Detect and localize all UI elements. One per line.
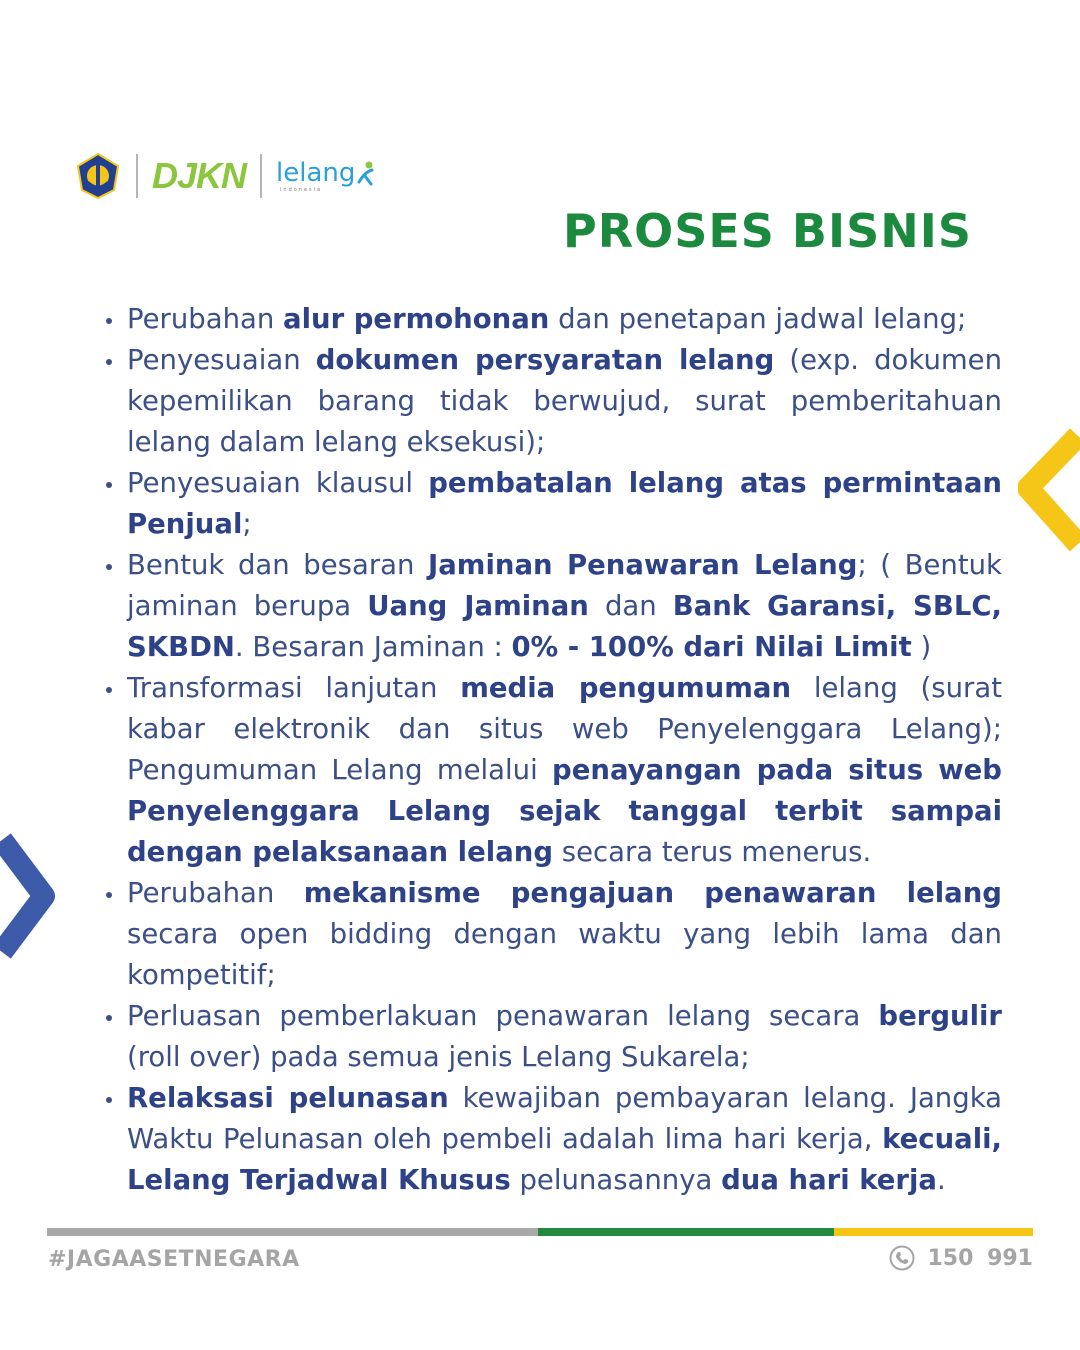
bullet-bold-text: mekanisme pengajuan penawaran lelang xyxy=(303,877,1002,909)
logo-separator xyxy=(260,154,262,198)
phone-icon xyxy=(889,1245,915,1271)
bullet-item xyxy=(102,340,1002,463)
bullet-text: lelang (surat kabar elektronik dan situs web Penyelenggara Lelang); Pengumuman Lelang melalui xyxy=(127,672,1002,786)
lelang-logo-text: lelang xyxy=(276,157,356,188)
footer-color-bar xyxy=(47,1228,1033,1236)
bullet-text: kewajiban pembayaran lelang. Jangka Waktu Pelunasan oleh pembeli adalah lima hari kerja, xyxy=(127,1082,1002,1155)
bullet-text: Perubahan xyxy=(127,303,284,335)
bullet-bold-text: Uang Jaminan xyxy=(367,590,589,622)
bullet-bold-text: penayangan pada situs web Penyelenggara Lelang sejak tanggal terbit sampai dengan pelaksanaan lelang xyxy=(127,754,1002,868)
page-title: PROSES BISNIS xyxy=(563,204,972,258)
yellow-chevron-decoration xyxy=(1018,426,1080,556)
bullet-bold-text: Bank Garansi, SBLC, SKBDN xyxy=(127,590,1002,663)
bullet-bold-text: media pengumuman xyxy=(460,672,792,704)
bullet-bold-text: kecuali, Lelang Terjadwal Khusus xyxy=(127,1123,1002,1196)
kemenkeu-emblem-icon xyxy=(74,152,122,200)
bullet-bold-text: 0% - 100% dari Nilai Limit xyxy=(511,631,912,663)
bullet-text: ; xyxy=(242,508,252,540)
hotline-number: 150 991 xyxy=(927,1245,1033,1271)
bullet-text: secara open bidding dengan waktu yang lebih lama dan kompetitif; xyxy=(127,918,1002,991)
bullet-item xyxy=(102,1078,1002,1201)
bullet-bold-text: Relaksasi pelunasan xyxy=(127,1082,449,1114)
bullet-text: . xyxy=(936,1164,946,1196)
bullet-item xyxy=(102,545,1002,668)
bullet-item xyxy=(102,299,1002,340)
hashtag-text: #JAGAASETNEGARA xyxy=(48,1247,300,1272)
lelang-logo-subtext: indonesia xyxy=(280,186,323,193)
bullet-bold-text: alur permohonan xyxy=(283,303,550,335)
bullet-text: Penyesuaian xyxy=(127,344,316,376)
bullet-item xyxy=(102,668,1002,873)
bullet-item xyxy=(102,463,1002,545)
bullet-text: pelunasannya xyxy=(510,1164,722,1196)
header-logos xyxy=(74,150,375,202)
bullet-bold-text: dokumen persyaratan lelang xyxy=(315,344,775,376)
bullet-item xyxy=(102,873,1002,996)
bullet-text: (exp. dokumen kepemilikan barang tidak berwujud, surat pemberitahuan lelang dalam lelang eksekusi); xyxy=(127,344,1003,458)
bullet-text: dan penetapan jadwal lelang; xyxy=(549,303,967,335)
bullet-text: Perluasan pemberlakuan penawaran lelang secara xyxy=(127,1000,879,1032)
bullet-text: Perubahan xyxy=(127,877,304,909)
bullet-text: Bentuk dan besaran xyxy=(127,549,428,581)
bullet-text: Transformasi lanjutan xyxy=(127,672,461,704)
bullet-text: ) xyxy=(911,631,932,663)
bullet-text: secara terus menerus. xyxy=(553,836,872,868)
bullet-text: dan xyxy=(588,590,673,622)
djkn-logo: DJKN xyxy=(152,155,247,196)
bullet-bold-text: dua hari kerja xyxy=(721,1164,937,1196)
bullet-text: . Besaran Jaminan : xyxy=(234,631,512,663)
lelang-logo xyxy=(276,157,375,193)
bullet-item xyxy=(102,996,1002,1078)
bullet-bold-text: Jaminan Penawaran Lelang xyxy=(428,549,858,581)
bullet-text: Penyesuaian klausul xyxy=(127,467,429,499)
lelang-figure-icon xyxy=(355,160,375,186)
bullet-list xyxy=(102,299,1002,1201)
bullet-bold-text: pembatalan lelang atas permintaan Penjual xyxy=(127,467,1002,540)
bullet-text: (roll over) pada semua jenis Lelang Sukarela; xyxy=(127,1041,750,1073)
logo-separator xyxy=(136,154,138,198)
bullet-bold-text: bergulir xyxy=(878,1000,1002,1032)
hotline xyxy=(889,1245,1033,1271)
blue-chevron-decoration xyxy=(0,830,56,962)
bullet-text: ; ( Bentuk jaminan berupa xyxy=(127,549,1002,622)
